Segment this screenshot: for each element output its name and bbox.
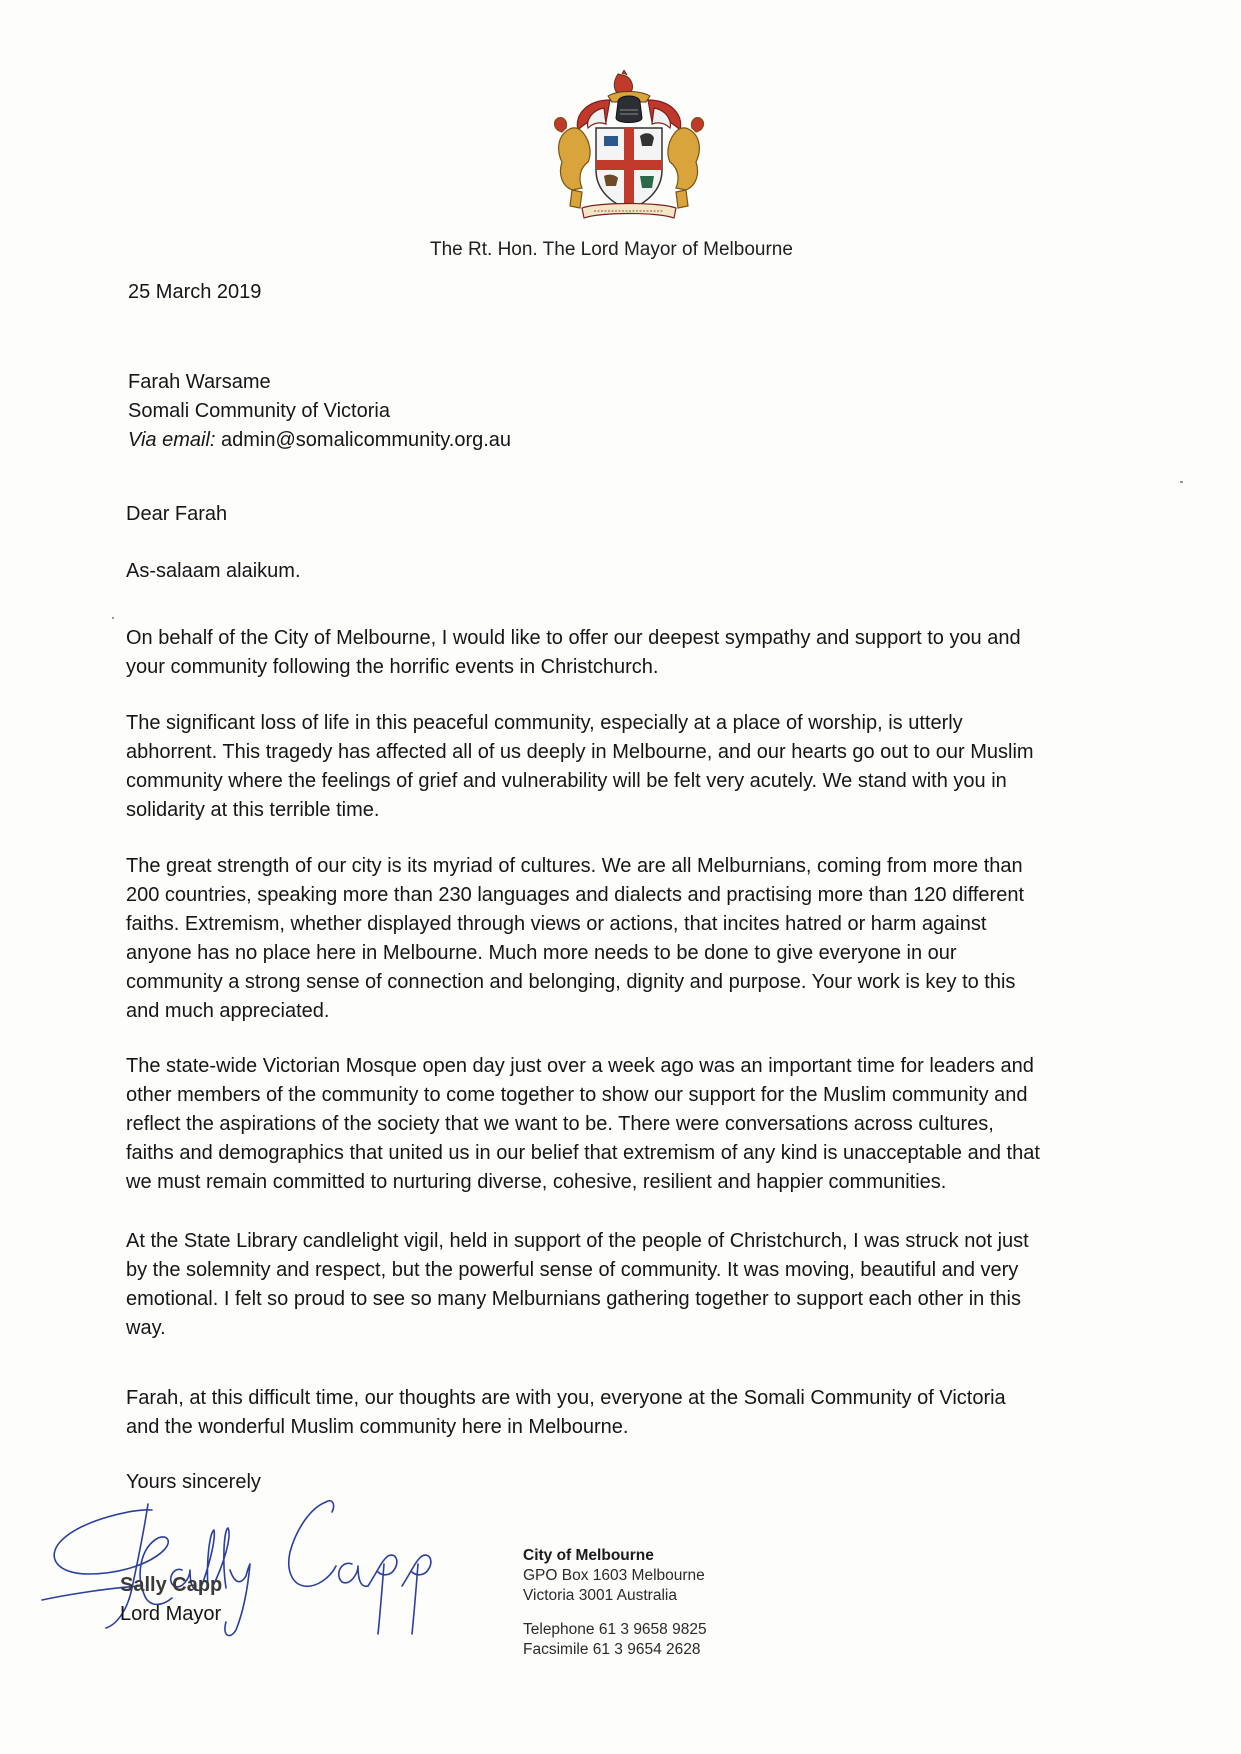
paragraph-line: Farah, at this difficult time, our thoughts are with you, everyone at the Somali Community of Victoria [126, 1387, 1006, 1409]
paragraph-line: solidarity at this terrible time. [126, 799, 380, 821]
greeting: As-salaam alaikum. [126, 560, 301, 582]
contact-address-line-1: GPO Box 1603 Melbourne [523, 1567, 705, 1584]
paragraph-line: emotional. I felt so proud to see so many Melburnians gathering together to support each other in this [126, 1288, 1021, 1310]
recipient-block [128, 368, 511, 455]
paragraph-line: 200 countries, speaking more than 230 languages and dialects and practising more than 120 different [126, 884, 1025, 906]
body-paragraph-1 [126, 624, 1021, 682]
signatory-role: Lord Mayor [120, 1603, 222, 1625]
recipient-email-line [128, 426, 511, 455]
paragraph-line: The significant loss of life in this peaceful community, especially at a place of worship, is utterly [126, 712, 963, 734]
paragraph-line: other members of the community to come together to show our support for the Muslim community and [126, 1084, 1028, 1106]
letterhead-title: The Rt. Hon. The Lord Mayor of Melbourne [430, 239, 793, 260]
via-email-label: Via email: [128, 429, 216, 451]
spacer [523, 1606, 707, 1620]
contact-organisation: City of Melbourne [523, 1547, 654, 1564]
contact-block [523, 1546, 707, 1660]
contact-telephone: Telephone 61 3 9658 9825 [523, 1621, 707, 1638]
scan-speck [1180, 481, 1183, 483]
paragraph-line: faiths. Extremism, whether displayed through views or actions, that incites hatred or harm against [126, 913, 987, 935]
scan-speck [112, 617, 114, 619]
recipient-name: Farah Warsame [128, 371, 271, 393]
paragraph-line: The great strength of our city is its myriad of cultures. We are all Melburnians, coming from more than [126, 855, 1023, 877]
paragraph-line: anyone has no place here in Melbourne. Much more needs to be done to give everyone in our [126, 942, 957, 964]
letter-date: 25 March 2019 [128, 281, 262, 303]
paragraph-line: by the solemnity and respect, but the powerful sense of community. It was moving, beautiful and very [126, 1259, 1019, 1281]
paragraph-line: way. [126, 1317, 166, 1339]
paragraph-line: On behalf of the City of Melbourne, I would like to offer our deepest sympathy and support to you and [126, 627, 1021, 649]
paragraph-line: faiths and demographics that united us in our belief that extremism of any kind is unacceptable and that [126, 1142, 1040, 1164]
body-paragraph-2 [126, 709, 1034, 825]
salutation: Dear Farah [126, 503, 228, 525]
signatory-name: Sally Capp [120, 1574, 223, 1596]
body-paragraph-3 [126, 852, 1024, 1026]
recipient-email: admin@somalicommunity.org.au [221, 429, 512, 451]
paragraph-line: At the State Library candlelight vigil, held in support of the people of Christchurch, I was struck not just [126, 1230, 1029, 1252]
paragraph-line: community where the feelings of grief and vulnerability will be felt very acutely. We stand with you in [126, 770, 1007, 792]
paragraph-line: your community following the horrific events in Christchurch. [126, 656, 659, 678]
coat-of-arms-icon [548, 70, 710, 222]
paragraph-line: abhorrent. This tragedy has affected all of us deeply in Melbourne, and our hearts go out to our Muslim [126, 741, 1034, 763]
signature-icon [40, 1490, 480, 1640]
paragraph-line: community a strong sense of connection and belonging, dignity and purpose. Your work is key to this [126, 971, 1016, 993]
body-paragraph-6 [126, 1384, 1006, 1442]
recipient-organisation: Somali Community of Victoria [128, 400, 390, 422]
body-paragraph-5 [126, 1227, 1029, 1343]
paragraph-line: we must remain committed to nurturing diverse, cohesive, resilient and happier communities. [126, 1171, 947, 1193]
contact-address-line-2: Victoria 3001 Australia [523, 1587, 677, 1604]
body-paragraph-4 [126, 1052, 1040, 1197]
paragraph-line: and the wonderful Muslim community here in Melbourne. [126, 1416, 629, 1438]
paragraph-line: The state-wide Victorian Mosque open day just over a week ago was an important time for leaders and [126, 1055, 1034, 1077]
closing: Yours sincerely [126, 1471, 261, 1493]
contact-facsimile: Facsimile 61 3 9654 2628 [523, 1641, 701, 1658]
paragraph-line: reflect the aspirations of the society that we want to be. There were conversations across cultures, [126, 1113, 994, 1135]
paragraph-line: and much appreciated. [126, 1000, 330, 1022]
